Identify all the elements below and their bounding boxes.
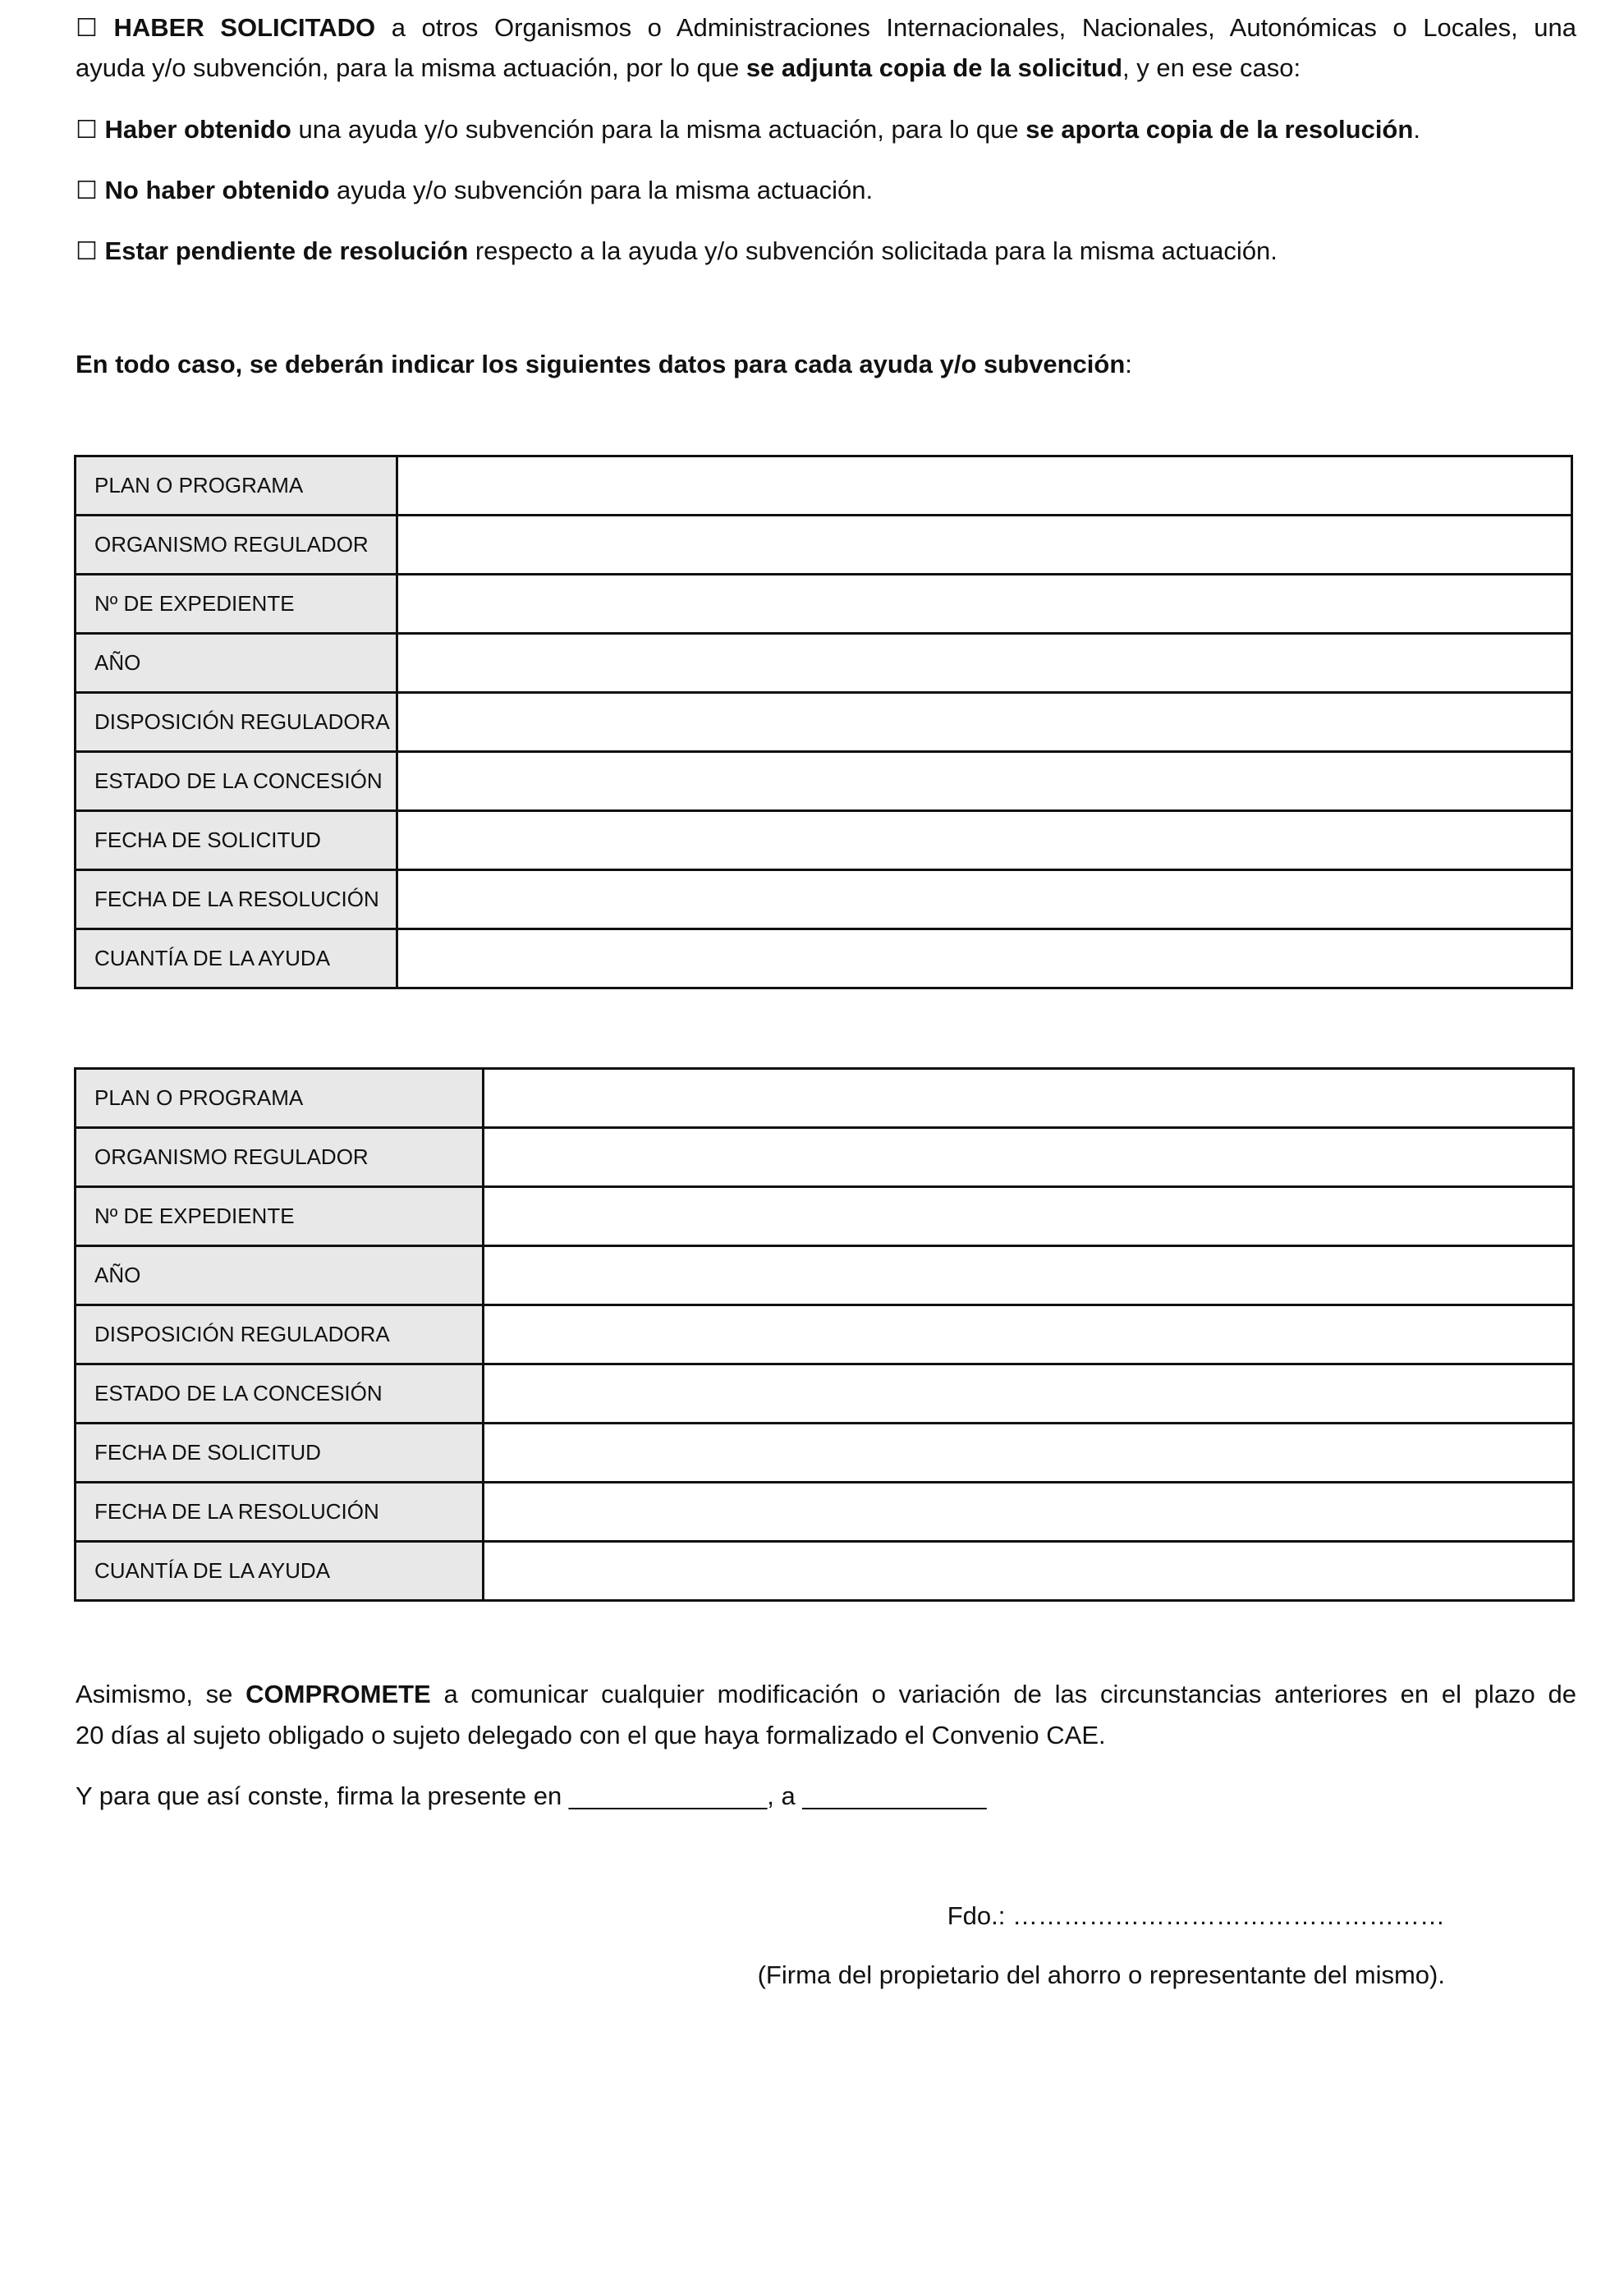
table-row [76,752,1572,811]
table-row [76,929,1572,988]
file-number-field[interactable] [484,1187,1574,1246]
organism-field[interactable] [397,516,1572,575]
date-blank-field[interactable]: _____________ [802,1781,987,1810]
instruction-end: : [1125,350,1132,378]
file-number-field[interactable] [397,575,1572,634]
row-label: PLAN O PROGRAMA [76,1069,484,1128]
row-label: AÑO [76,634,397,693]
commitment-end: a comunicar cualquier modificación o variación de las circunstancias anteriores en el plazo de [430,1680,1576,1708]
table-row [76,456,1572,516]
option-text: una ayuda y/o subvención para la misma actuación, para lo que [291,115,1026,144]
table-row [76,1424,1574,1483]
intro-line2-end: , y en ese caso: [1122,53,1301,82]
closing-text: Y para que así conste, firma la presente en [76,1781,569,1810]
row-label: Nº DE EXPEDIENTE [76,575,397,634]
year-field[interactable] [484,1246,1574,1305]
amount-field[interactable] [397,929,1572,988]
intro-lead-bold: HABER SOLICITADO [113,13,376,42]
table-row [76,575,1572,634]
instruction-bold: En todo caso, se deberán indicar los siguientes datos para cada ayuda y/o subvención [76,350,1126,378]
commitment-bold: COMPROMETE [245,1680,431,1708]
checkbox-icon[interactable]: ☐ [76,117,98,144]
intro-line1-text: a otros Organismos o Administraciones Internacionales, Nacionales, Autonómicas o Locales, una [375,13,1576,42]
table-row [76,693,1572,752]
intro-line2-text: ayuda y/o subvención, para la misma actuación, por lo que [76,53,746,82]
row-label: FECHA DE SOLICITUD [76,811,397,870]
intro-line-1 [76,8,1576,48]
organism-field[interactable] [484,1128,1574,1187]
checkbox-icon[interactable]: ☐ [76,177,98,204]
amount-field[interactable] [484,1542,1574,1601]
commitment-start: Asimismo, se [76,1680,246,1708]
row-label: AÑO [76,1246,484,1305]
commitment-line-1 [76,1675,1576,1714]
option-bold: No haber obtenido [104,176,330,204]
regulation-field[interactable] [397,693,1572,752]
row-label: ORGANISMO REGULADOR [76,516,397,575]
table-row [76,1305,1574,1364]
option-bold-2: se aporta copia de la resolución [1025,115,1414,144]
closing-sep: , a [767,1781,803,1810]
option-text: ayuda y/o subvención para la misma actuación. [329,176,874,204]
option-obtained [76,110,1576,150]
table-row [76,516,1572,575]
place-blank-field[interactable]: ______________ [568,1781,768,1810]
row-label: FECHA DE LA RESOLUCIÓN [76,1483,484,1542]
intro-line2-bold: se adjunta copia de la solicitud [745,53,1123,82]
plan-field[interactable] [397,456,1572,516]
row-label: DISPOSICIÓN REGULADORA [76,693,397,752]
year-field[interactable] [397,634,1572,693]
row-label: CUANTÍA DE LA AYUDA [76,929,397,988]
row-label: FECHA DE LA RESOLUCIÓN [76,870,397,929]
aid-table-1 [74,455,1573,989]
option-pending [76,232,1576,272]
table-row [76,1364,1574,1424]
option-end: . [1413,115,1420,144]
signature-caption [575,1956,1445,1995]
resolution-date-field[interactable] [397,870,1572,929]
row-label: PLAN O PROGRAMA [76,456,397,516]
option-bold: Haber obtenido [104,115,291,144]
instruction [76,345,1576,384]
row-label: Nº DE EXPEDIENTE [76,1187,484,1246]
grant-status-field[interactable] [484,1364,1574,1424]
row-label: ORGANISMO REGULADOR [76,1128,484,1187]
closing-line [76,1777,1576,1816]
option-not-obtained [76,171,1576,211]
request-date-field[interactable] [484,1424,1574,1483]
plan-field[interactable] [484,1069,1574,1128]
table-row [76,1483,1574,1542]
table-row [76,634,1572,693]
option-bold: Estar pendiente de resolución [104,236,469,265]
table-row [76,811,1572,870]
table-row [76,1128,1574,1187]
grant-status-field[interactable] [397,752,1572,811]
resolution-date-field[interactable] [484,1483,1574,1542]
table-row [76,1069,1574,1128]
signature-line [739,1896,1445,1936]
commitment-line2-text: 20 días al sujeto obligado o sujeto delegado con el que haya formalizado el Convenio CAE. [76,1721,1106,1749]
table-row [76,870,1572,929]
table-row [76,1246,1574,1305]
row-label: CUANTÍA DE LA AYUDA [76,1542,484,1601]
checkbox-icon[interactable]: ☐ [76,15,98,42]
table-row [76,1542,1574,1601]
table-row [76,1187,1574,1246]
regulation-field[interactable] [484,1305,1574,1364]
row-label: ESTADO DE LA CONCESIÓN [76,752,397,811]
request-date-field[interactable] [397,811,1572,870]
row-label: FECHA DE SOLICITUD [76,1424,484,1483]
signature-caption-text: (Firma del propietario del ahorro o representante del mismo). [757,1960,1445,1989]
intro-line-2 [76,48,1576,88]
commitment-line-2 [76,1716,1576,1755]
checkbox-icon[interactable]: ☐ [76,238,98,265]
row-label: ESTADO DE LA CONCESIÓN [76,1364,484,1424]
row-label: DISPOSICIÓN REGULADORA [76,1305,484,1364]
aid-table-2 [74,1067,1575,1602]
option-text: respecto a la ayuda y/o subvención solicitada para la misma actuación. [468,236,1278,265]
signature-label: Fdo.: …………………………………………… [947,1901,1445,1930]
